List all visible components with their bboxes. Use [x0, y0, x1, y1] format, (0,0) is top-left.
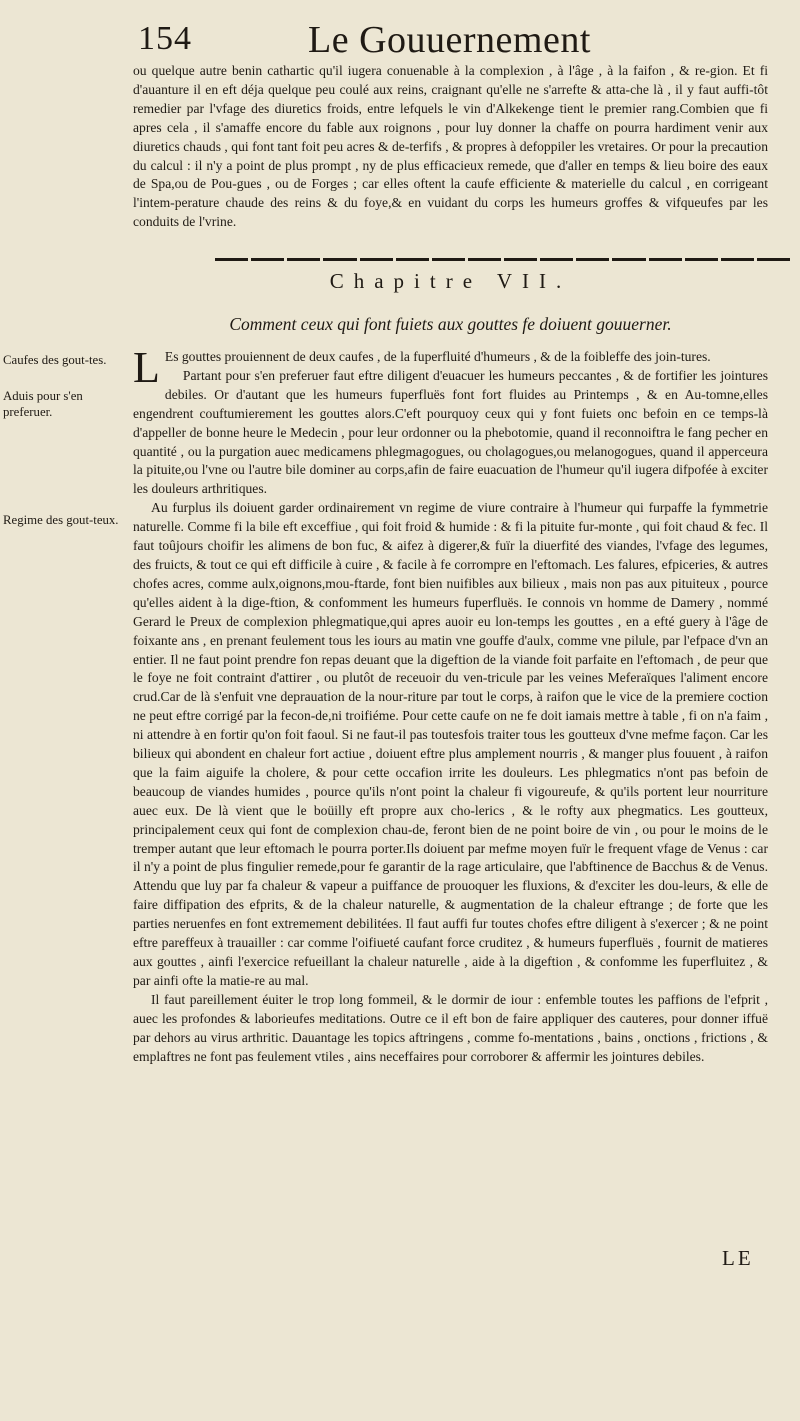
- ornamental-rule: [215, 258, 793, 263]
- paragraph-advice: Partant pour s'en preferuer faut eftre diligent d'euacuer les humeurs peccantes , & de fortifier les jointures debiles. Or d'autant que les humeurs fuperfluës font fort fluides au Printemps , & en Au-tomne,elles engendrent couftumierement les gouttes alors.C'eft pourquoy ceux qui y font fuiets onc befoin en ce temps-là d'appeller de bonne heure le Medecin , pour leur ordonner ou la phebotomie, quand il reconnoiftra le fang pecher en quantité , ou la purgation auec medicamens phlegmagogues, ou cholagogues,ou melanogogues, quand il apperceura la pituite,ou l'vne ou l'autre bile dominer au corps,afin de faire euacuation de l'humeur qu'il iugera difpofée à exciter les douleurs arthritiques.: [133, 367, 768, 497]
- page-number: 154: [138, 20, 192, 57]
- margin-note-advice: Aduis pour s'en preferuer.: [3, 389, 83, 419]
- margin-note-regime: Regime des gout-teux.: [3, 513, 119, 527]
- paragraph-causes-text: Es gouttes prouiennent de deux caufes , de la fuperfluité d'humeurs , & de la foibleffe des join-tures.: [164, 349, 711, 364]
- margin-note-causes: Caufes des gout-tes.: [3, 353, 107, 367]
- paragraph-regime: Au furplus ils doiuent garder ordinairement vn regime de viure contraire à l'humeur qui furpaffe la fymmetrie naturelle. Comme fi la bile eft exceffiue , qui foit froid & humide : & fi la pituite fur-monte , qui foit chaud & fec. Il faut toûjours choifir les alimens de bon fuc, & aifez à digerer,& fuïr la diuerfité des viandes, l'vfage des legumes, des fruicts, & tout ce qui eft difficile à cuire , & facile à fe corrompre en l'eftomach. Les falures, efpiceries, & autres chofes acres, comme aulx,oignons,mou-ftarde, font bien nuifibles aux bilieux , mais non pas aux pituiteux , pource qu'elles aident à la dige-ftion, & confomment les humeurs fuperfluës. Ie connois vn homme de Damery , nommé Gerard le Preux de complexion phlegmatique,qui apres auoir eu lon-temps les gouttes , en a efté guery à l'âge de foixante ans , en prenant feulement tous les iours au matin vne gouffe d'aulx, comme vne pilule, par l'efpace d'vn an entier. Il ne faut point prendre fon repas deuant que la digeftion de la viande foit parfaite en l'eftomach , de peur que le foye ne foit contraint d'attirer , ou plutôt de receuoir du ven-tricule par les veines Meferaïques l'aliment encore crud.Car de là s'enfuit vne deprauation de la nour-riture par tout le corps, à raifon que le vice de la premiere coction ne peut eftre corrigé par la fecon-de,ni troifiéme. Pour cette caufe on ne fe doit iamais mettre à table , fi on n'a faim , ni attendre à en fortir qu'on foit faoul. Si ne faut-il pas toutesfois traiter tous les goutteux d'vne mefme façon. Car les bilieux qui abondent en chaleur fort actiue , doiuent eftre plus amplement nourris , & manger plus fouuent , à raifon que la faim aiguife la cholere, & pour cette occafion irrite les douleurs. Les phlegmatics n'ont pas befoin de beaucoup de viandes humides , pource qu'ils n'ont point la chaleur fi vigoureufe, & qu'ils portent leur nourriture auec eux. De là vient que le boüilly eft propre aux cho-lerics , & le rofty aux phegmatics. Les goutteux, principalement ceux qui font de complexion chau-de, feront bien de ne point boire de vin , ou pour le moins de le tremper autant que leur eftomach le pourra porter.Ils doiuent par mefme moyen fuïr le frequent vfage de Venus : car il n'y a point de plus fingulier remede,pour fe garantir de la rage articulaire, que l'abftinence de Bacchus & de Venus. Attendu que luy par fa chaleur & vapeur a puiffance de prouoquer les fluxions, & d'exciter les dou-leurs, & elle de faire diffipation des efprits, & de la chaleur naturelle, & augmentation de la chaleur eftrange ; de forte que les parties neruenfes en font extremement debilitées. Il faut auffi fur toutes chofes eftre diligent à s'exercer ; & ne point eftre pareffeux à trauailler : car comme l'oifiueté caufant force cruditez , & humeurs fuperfluës , fournit de matieres aux gouttes , ainfi l'exercice refueillant la chaleur naturelle , aide à la digeftion , & confomme les fuperfluitez , & par ainfi ofte la matie-re au mal.: [133, 500, 768, 988]
- paragraph-causes: [133, 343, 768, 392]
- catchword: LE: [722, 1246, 754, 1270]
- chapter-heading: Chapitre VII.: [329, 269, 572, 293]
- running-title: Le Gouuernement: [308, 19, 591, 61]
- intro-paragraph: ou quelque autre benin cathartic qu'il iugera conuenable à la complexion , à l'âge , à la faifon , & re-gion. Et fi d'auanture il en eft déja quelque peu coulé aux reins, craignant qu'elle ne s'arrefte & atta-che là , il y faut auffi-tôt remedier par l'vfage des diuretics froids, entre lefquels le vin d'Alkekenge tient le premier rang.Combien que fi apres cela , il s'amaffe encore du fable aux roignons , pour luy donner la chaffe on pourra hardiment venir aux diuretics chauds , qui font tant foit peu acres & de-terfifs , & propres à defoppiler les vretaires. Or pour la precaution du calcul : il n'y a point de plus prompt , ny de plus efficacieux remede, que d'aller en temps & lieu boire des eaux de Spa,ou de Pou-gues , ou de Forges ; car elles oftent la caufe efficiente & materielle du calcul , en corrigeant l'intem-perature chaude des reins & du foye,& en vuidant du corps les humeurs groffes & vifqueufes par les conduits de l'vrine.: [133, 63, 768, 230]
- drop-cap: L: [133, 343, 160, 392]
- chapter-subtitle: Comment ceux qui font fuiets aux gouttes fe doiuent gouuerner.: [229, 314, 672, 334]
- chapter-body: [133, 343, 768, 1066]
- paragraph-sleep: Il faut pareillement éuiter le trop long fommeil, & le dormir de iour : enfemble toutes les paffions de l'efprit , auec les profondes & laborieufes meditations. Outre ce il eft bon de faire appliquer des cauteres, pour donner iffuë par dehors au virus arthritic. Dauantage les topics aftringens , comme fo-mentations , bains , onctions , frictions , & emplaftres ne font pas feulement vtiles , ains neceffaires pour corroborer & affermir les jointures debiles.: [133, 991, 768, 1064]
- intro-paragraph-block: [133, 62, 768, 232]
